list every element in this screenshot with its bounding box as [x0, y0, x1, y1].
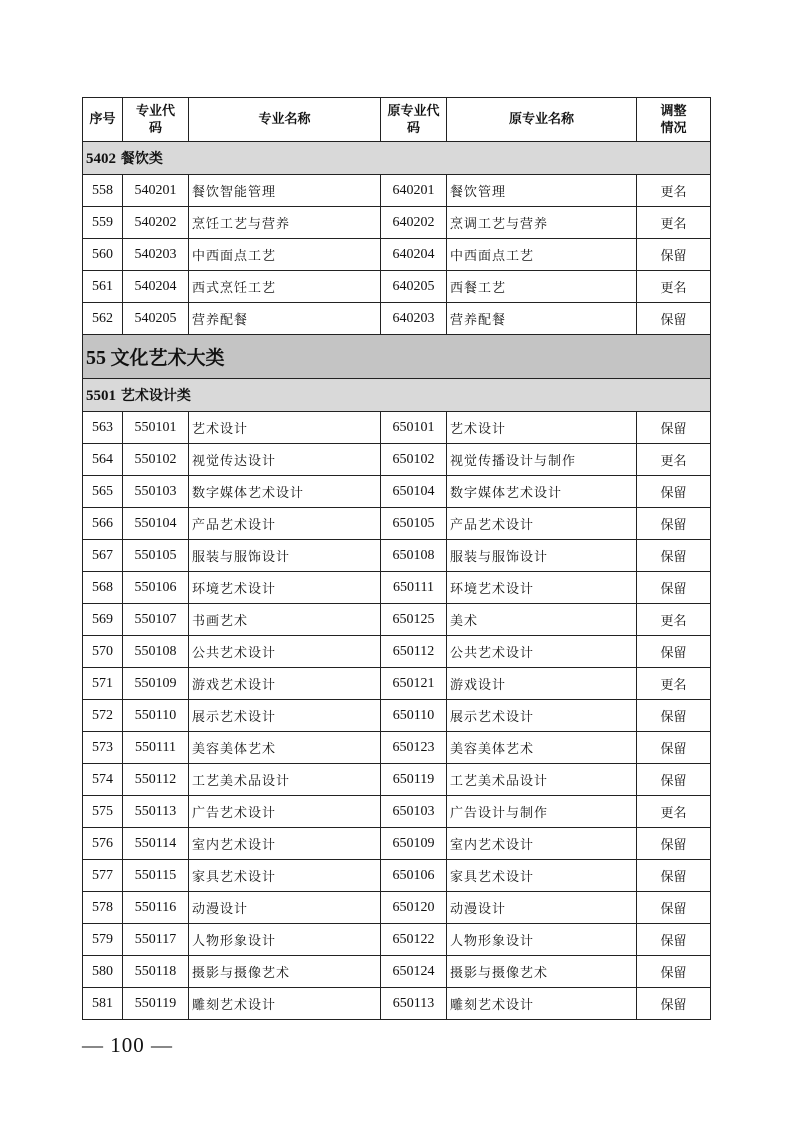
table-row [83, 860, 711, 892]
cell-code: 540203 [123, 239, 189, 271]
cell-code: 550110 [123, 700, 189, 732]
cell-status: 更名 [637, 668, 711, 700]
cell-orig-name: 数字媒体艺术设计 [447, 476, 637, 508]
cell-seq: 571 [83, 668, 123, 700]
category-row [83, 335, 711, 379]
cell-name: 工艺美术品设计 [189, 764, 381, 796]
cell-seq: 581 [83, 988, 123, 1020]
cell-seq: 568 [83, 572, 123, 604]
table-row [83, 828, 711, 860]
cell-code: 550114 [123, 828, 189, 860]
header-status: 调整情况 [637, 98, 711, 142]
cell-code: 540204 [123, 271, 189, 303]
table-row [83, 508, 711, 540]
cell-seq: 559 [83, 207, 123, 239]
cell-code: 550105 [123, 540, 189, 572]
cell-code: 550117 [123, 924, 189, 956]
header-name: 专业名称 [189, 98, 381, 142]
cell-status: 保留 [637, 303, 711, 335]
table-row [83, 892, 711, 924]
table-row [83, 924, 711, 956]
cell-seq: 562 [83, 303, 123, 335]
cell-name: 餐饮智能管理 [189, 175, 381, 207]
cell-status: 保留 [637, 572, 711, 604]
cell-name: 室内艺术设计 [189, 828, 381, 860]
subcategory-name: 餐饮类 [120, 151, 163, 167]
cell-status: 保留 [637, 988, 711, 1020]
cell-orig-code: 650123 [381, 732, 447, 764]
cell-name: 游戏艺术设计 [189, 668, 381, 700]
table-row [83, 540, 711, 572]
cell-orig-code: 650109 [381, 828, 447, 860]
cell-orig-code: 650106 [381, 860, 447, 892]
cell-name: 美容美体艺术 [189, 732, 381, 764]
cell-orig-name: 中西面点工艺 [447, 239, 637, 271]
cell-orig-name: 艺术设计 [447, 412, 637, 444]
cell-orig-name: 展示艺术设计 [447, 700, 637, 732]
cell-orig-name: 烹调工艺与营养 [447, 207, 637, 239]
subcategory-cell [83, 379, 711, 412]
cell-orig-name: 游戏设计 [447, 668, 637, 700]
cell-orig-code: 650112 [381, 636, 447, 668]
cell-orig-code: 650111 [381, 572, 447, 604]
cell-seq: 567 [83, 540, 123, 572]
table-row [83, 412, 711, 444]
cell-seq: 569 [83, 604, 123, 636]
cell-code: 550119 [123, 988, 189, 1020]
cell-orig-name: 人物形象设计 [447, 924, 637, 956]
header-orig-code: 原专业代码 [381, 98, 447, 142]
cell-orig-code: 640202 [381, 207, 447, 239]
cell-code: 550102 [123, 444, 189, 476]
cell-orig-name: 美容美体艺术 [447, 732, 637, 764]
cell-name: 西式烹饪工艺 [189, 271, 381, 303]
cell-orig-name: 营养配餐 [447, 303, 637, 335]
cell-seq: 560 [83, 239, 123, 271]
cell-code: 550106 [123, 572, 189, 604]
major-table [82, 97, 711, 1020]
header-orig-name: 原专业名称 [447, 98, 637, 142]
cell-name: 动漫设计 [189, 892, 381, 924]
cell-status: 保留 [637, 508, 711, 540]
cell-code: 550116 [123, 892, 189, 924]
cell-seq: 566 [83, 508, 123, 540]
cell-code: 550103 [123, 476, 189, 508]
table-body [83, 142, 711, 1020]
cell-code: 540205 [123, 303, 189, 335]
cell-orig-code: 640201 [381, 175, 447, 207]
table-row [83, 700, 711, 732]
table-row [83, 636, 711, 668]
cell-name: 广告艺术设计 [189, 796, 381, 828]
cell-seq: 565 [83, 476, 123, 508]
table-row [83, 303, 711, 335]
cell-orig-name: 美术 [447, 604, 637, 636]
cell-orig-name: 餐饮管理 [447, 175, 637, 207]
cell-orig-code: 650105 [381, 508, 447, 540]
cell-status: 保留 [637, 924, 711, 956]
table-row [83, 476, 711, 508]
cell-seq: 578 [83, 892, 123, 924]
cell-status: 保留 [637, 732, 711, 764]
cell-status: 保留 [637, 540, 711, 572]
cell-name: 视觉传达设计 [189, 444, 381, 476]
cell-name: 雕刻艺术设计 [189, 988, 381, 1020]
cell-name: 艺术设计 [189, 412, 381, 444]
cell-status: 保留 [637, 636, 711, 668]
table-row [83, 764, 711, 796]
cell-orig-name: 公共艺术设计 [447, 636, 637, 668]
cell-orig-code: 650110 [381, 700, 447, 732]
cell-orig-name: 产品艺术设计 [447, 508, 637, 540]
subcategory-row [83, 379, 711, 412]
cell-orig-name: 环境艺术设计 [447, 572, 637, 604]
cell-orig-name: 摄影与摄像艺术 [447, 956, 637, 988]
cell-status: 保留 [637, 956, 711, 988]
cell-name: 服装与服饰设计 [189, 540, 381, 572]
category-name: 文化艺术大类 [110, 347, 225, 369]
cell-orig-code: 650103 [381, 796, 447, 828]
table-header-row [83, 98, 711, 142]
table-row [83, 175, 711, 207]
table-row [83, 444, 711, 476]
cell-name: 家具艺术设计 [189, 860, 381, 892]
cell-seq: 558 [83, 175, 123, 207]
cell-orig-name: 西餐工艺 [447, 271, 637, 303]
cell-name: 书画艺术 [189, 604, 381, 636]
table-row [83, 207, 711, 239]
cell-name: 摄影与摄像艺术 [189, 956, 381, 988]
cell-name: 数字媒体艺术设计 [189, 476, 381, 508]
cell-status: 保留 [637, 828, 711, 860]
cell-orig-name: 工艺美术品设计 [447, 764, 637, 796]
cell-seq: 576 [83, 828, 123, 860]
cell-name: 人物形象设计 [189, 924, 381, 956]
cell-status: 更名 [637, 604, 711, 636]
cell-name: 营养配餐 [189, 303, 381, 335]
cell-status: 更名 [637, 175, 711, 207]
cell-code: 550109 [123, 668, 189, 700]
cell-name: 公共艺术设计 [189, 636, 381, 668]
cell-status: 保留 [637, 412, 711, 444]
cell-orig-code: 640203 [381, 303, 447, 335]
cell-orig-name: 雕刻艺术设计 [447, 988, 637, 1020]
table-row [83, 796, 711, 828]
cell-code: 550113 [123, 796, 189, 828]
cell-orig-code: 650124 [381, 956, 447, 988]
table-row [83, 668, 711, 700]
cell-name: 烹饪工艺与营养 [189, 207, 381, 239]
cell-orig-code: 650104 [381, 476, 447, 508]
subcategory-cell [83, 142, 711, 175]
cell-orig-code: 650121 [381, 668, 447, 700]
cell-orig-code: 650102 [381, 444, 447, 476]
header-seq: 序号 [83, 98, 123, 142]
cell-status: 更名 [637, 796, 711, 828]
table-row [83, 604, 711, 636]
cell-orig-name: 服装与服饰设计 [447, 540, 637, 572]
cell-code: 550101 [123, 412, 189, 444]
category-cell [83, 335, 711, 379]
table-row [83, 956, 711, 988]
cell-orig-code: 650119 [381, 764, 447, 796]
cell-orig-code: 650120 [381, 892, 447, 924]
page-number: — 100 — [82, 1033, 173, 1057]
cell-status: 保留 [637, 476, 711, 508]
cell-seq: 579 [83, 924, 123, 956]
cell-code: 550115 [123, 860, 189, 892]
cell-status: 保留 [637, 764, 711, 796]
cell-code: 550104 [123, 508, 189, 540]
table-row [83, 988, 711, 1020]
cell-orig-code: 650101 [381, 412, 447, 444]
subcategory-code: 5501 [86, 388, 116, 404]
cell-name: 产品艺术设计 [189, 508, 381, 540]
cell-code: 540202 [123, 207, 189, 239]
cell-code: 550112 [123, 764, 189, 796]
cell-name: 展示艺术设计 [189, 700, 381, 732]
subcategory-name: 艺术设计类 [120, 388, 191, 404]
cell-seq: 572 [83, 700, 123, 732]
cell-orig-name: 动漫设计 [447, 892, 637, 924]
cell-name: 中西面点工艺 [189, 239, 381, 271]
table-row [83, 271, 711, 303]
cell-orig-code: 640204 [381, 239, 447, 271]
cell-status: 更名 [637, 444, 711, 476]
cell-name: 环境艺术设计 [189, 572, 381, 604]
cell-orig-name: 视觉传播设计与制作 [447, 444, 637, 476]
cell-orig-code: 640205 [381, 271, 447, 303]
cell-seq: 575 [83, 796, 123, 828]
cell-seq: 573 [83, 732, 123, 764]
cell-code: 550107 [123, 604, 189, 636]
cell-status: 更名 [637, 271, 711, 303]
table-row [83, 732, 711, 764]
cell-orig-code: 650122 [381, 924, 447, 956]
header-code: 专业代码 [123, 98, 189, 142]
cell-orig-name: 家具艺术设计 [447, 860, 637, 892]
cell-status: 保留 [637, 860, 711, 892]
cell-seq: 577 [83, 860, 123, 892]
cell-code: 550118 [123, 956, 189, 988]
cell-orig-name: 广告设计与制作 [447, 796, 637, 828]
cell-status: 保留 [637, 239, 711, 271]
cell-code: 550111 [123, 732, 189, 764]
category-code: 55 [86, 347, 106, 369]
cell-status: 保留 [637, 892, 711, 924]
cell-seq: 570 [83, 636, 123, 668]
table-row [83, 239, 711, 271]
cell-status: 保留 [637, 700, 711, 732]
table-row [83, 572, 711, 604]
cell-seq: 561 [83, 271, 123, 303]
subcategory-row [83, 142, 711, 175]
cell-code: 540201 [123, 175, 189, 207]
cell-orig-code: 650125 [381, 604, 447, 636]
cell-seq: 563 [83, 412, 123, 444]
subcategory-code: 5402 [86, 151, 116, 167]
cell-orig-code: 650113 [381, 988, 447, 1020]
cell-code: 550108 [123, 636, 189, 668]
cell-status: 更名 [637, 207, 711, 239]
cell-seq: 564 [83, 444, 123, 476]
cell-seq: 574 [83, 764, 123, 796]
cell-seq: 580 [83, 956, 123, 988]
cell-orig-name: 室内艺术设计 [447, 828, 637, 860]
cell-orig-code: 650108 [381, 540, 447, 572]
